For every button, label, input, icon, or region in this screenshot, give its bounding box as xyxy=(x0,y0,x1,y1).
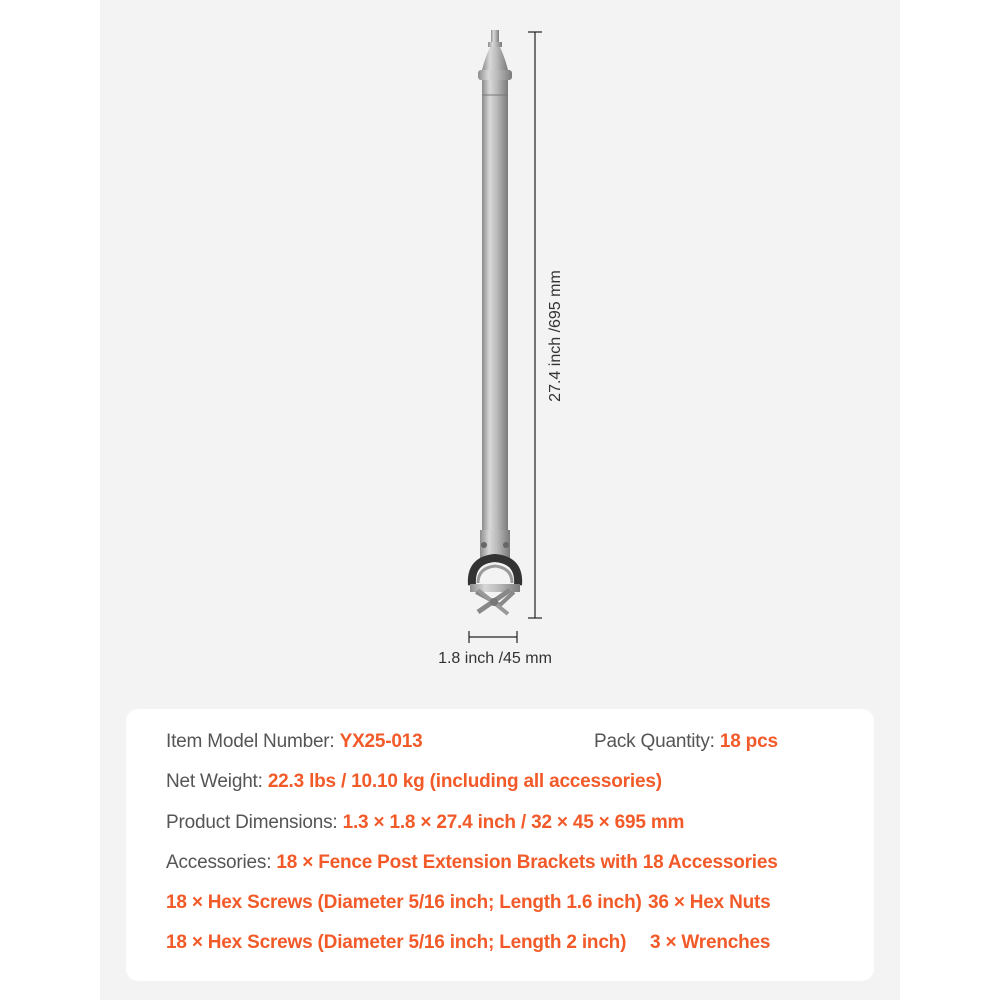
spec-row-weight xyxy=(166,770,662,794)
hex-screws-short: 18 × Hex Screws (Diameter 5/16 inch; Length 2 inch) xyxy=(166,932,627,953)
width-dimension-line xyxy=(469,631,517,643)
acc-value: 18 × Fence Post Extension Brackets with 18 Accessories xyxy=(276,852,778,873)
spec-row-model xyxy=(166,730,423,754)
spec-row-pack xyxy=(594,730,778,754)
hex-screws-long: 18 × Hex Screws (Diameter 5/16 inch; Length 1.6 inch) xyxy=(166,892,642,913)
model-label: Item Model Number: xyxy=(166,731,335,752)
spec-row-accessories xyxy=(166,851,778,875)
hex-nuts: 36 × Hex Nuts xyxy=(648,892,771,913)
model-value: YX25-013 xyxy=(339,731,423,752)
width-dimension-label: 1.8 inch /45 mm xyxy=(438,650,552,667)
dims-label: Product Dimensions: xyxy=(166,812,338,833)
spec-row-dimensions xyxy=(166,811,684,835)
post-bracket xyxy=(470,530,520,614)
spec-row-hex-nuts xyxy=(648,891,771,915)
spec-row-hex-screws-2 xyxy=(166,931,626,955)
wrenches: 3 × Wrenches xyxy=(650,932,771,953)
post-finial xyxy=(478,30,512,88)
height-dimension-label: 27.4 inch /695 mm xyxy=(547,270,564,402)
weight-label: Net Weight: xyxy=(166,771,263,792)
acc-label: Accessories: xyxy=(166,852,272,873)
pack-value: 18 pcs xyxy=(719,731,778,752)
dims-value: 1.3 × 1.8 × 27.4 inch / 32 × 45 × 695 mm xyxy=(342,812,685,833)
post-tube xyxy=(482,88,508,548)
weight-value: 22.3 lbs / 10.10 kg (including all accessories) xyxy=(267,771,662,792)
pack-label: Pack Quantity: xyxy=(594,731,715,752)
spec-row-hex-screws-1 xyxy=(166,891,642,915)
height-dimension-line xyxy=(528,32,542,618)
spec-row-wrenches xyxy=(650,931,770,955)
